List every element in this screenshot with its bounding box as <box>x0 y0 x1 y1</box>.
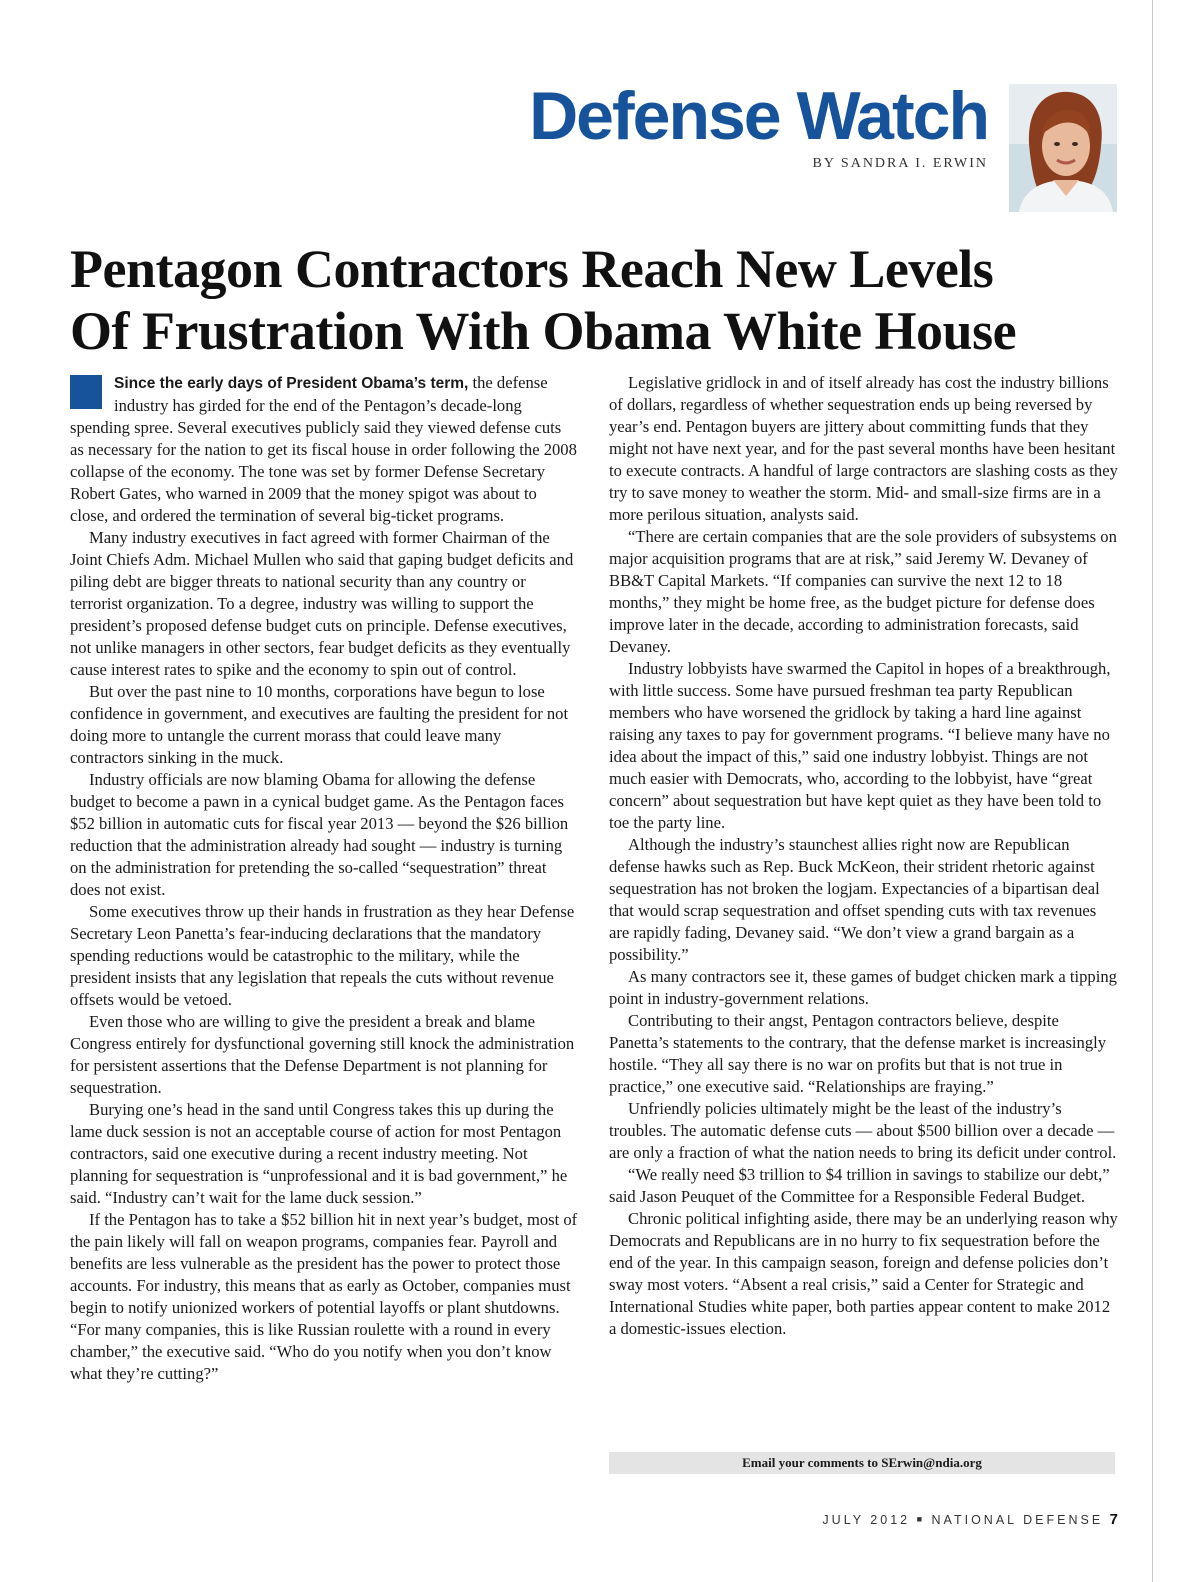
article-paragraph: Unfriendly policies ultimately might be the least of the industry’s troubles. The automatic defense cuts — about $500 billion over a decade — are only a fraction of what the nation needs to bring its deficit under control. <box>609 1099 1117 1162</box>
column-title: Defense Watch <box>529 78 988 154</box>
page-edge-rule <box>1152 0 1153 1582</box>
headline-line-1: Pentagon Contractors Reach New Levels <box>70 239 994 299</box>
article-paragraph: Chronic political infighting aside, there may be an underlying reason why Democrats and Republicans are in no hurry to fix sequestration before the end of the year. In this campaign season, foreign and defense policies don’t sway most voters. “Absent a real crisis,” said a Center for Strategic and International Studies white paper, both parties appear content to make 2012 a domestic-issues election. <box>609 1209 1118 1338</box>
article-paragraph: If the Pentagon has to take a $52 billion hit in next year’s budget, most of the pain likely will fall on weapon programs, companies fear. Payroll and benefits are less vulnerable as the president has the power to protect those accounts. For industry, this means that as early as October, companies must begin to notify unionized workers of potential layoffs or plant shutdowns. “For many companies, this is like Russian roulette with a round in every chamber,” the executive said. “Who do you notify when you don’t know what they’re cutting?” <box>70 1210 578 1383</box>
footer-issue: JULY 2012 <box>822 1513 911 1527</box>
headline-line-2: Of Frustration With Obama White House <box>70 301 1017 361</box>
page-number: 7 <box>1109 1511 1118 1528</box>
article-paragraph: Some executives throw up their hands in frustration as they hear Defense Secretary Leon Panetta’s fear-inducing declarations that the mandatory spending reductions would be catastrophic to the military, while the president insists that any legislation that repeals the cuts without revenue offsets would be vetoed. <box>70 902 575 1009</box>
article-paragraph: But over the past nine to 10 months, corporations have begun to lose confidence in government, and executives are faulting the president for not doing more to untangle the current morass that could leave many contractors sinking in the muck. <box>70 682 569 767</box>
article-paragraph: Burying one’s head in the sand until Congress takes this up during the lame duck session is not an acceptable course of action for most Pentagon contractors, said one executive during a recent industry meeting. Not planning for sequestration is “unprofessional and it is bad government,” he said. “Industry can’t wait for the lame duck session.” <box>70 1100 568 1207</box>
article-paragraph: Although the industry’s staunchest allies right now are Republican defense hawks such as Rep. Buck McKeon, their strident rhetoric against sequestration has not broken the logjam. Expectancies of a bipartisan deal that would scrap sequestration and offset spending cuts with tax revenues are rapidly fading, Devaney said. “We don’t view a grand bargain as a possibility.” <box>609 835 1100 964</box>
article-paragraph: Even those who are willing to give the president a break and blame Congress entirely for dysfunctional governing still knock the administration for persistent assertions that the Defense Department is not planning for sequestration. <box>70 1012 575 1097</box>
email-prefix: Email your comments to <box>742 1455 882 1470</box>
article-paragraph: Contributing to their angst, Pentagon contractors believe, despite Panetta’s statements to the contrary, that the defense market is increasingly hostile. “They all say there is no war on profits but that is not true in practice,” one executive said. “Relationships are fraying.” <box>609 1011 1107 1096</box>
article-paragraph: Since the early days of President Obama’s term, the defense industry has girded for the end of the Pentagon’s decade-long spending spree. Several executives publicly said they viewed defense cuts as necessary for the nation to get its fiscal house in order following the 2008 collapse of the economy. The tone was set by former Defense Secretary Robert Gates, who warned in 2009 that the money spigot was about to close, and ordered the termination of several big-ticket programs. <box>70 373 577 525</box>
article-paragraph: “There are certain companies that are the sole providers of subsystems on major acquisition programs that are at risk,” said Jeremy W. Devaney of BB&T Capital Markets. “If companies can survive the next 12 to 18 months,” they might be home free, as the budget picture for defense does improve later in the decade, according to administration forecasts, said Devaney. <box>609 527 1117 656</box>
headline <box>70 238 1130 362</box>
section-marker <box>70 375 102 409</box>
column-header <box>529 78 988 172</box>
article-paragraph: Many industry executives in fact agreed with former Chairman of the Joint Chiefs Adm. Michael Mullen who said that gaping budget deficits and piling debt are bigger threats to national security than any country or terrorist organization. To a degree, industry was willing to support the president’s proposed defense budget cuts on principle. Defense executives, not unlike managers in other sectors, fear budget deficits as they eventually cause interest rates to spike and the economy to spin out of control. <box>70 528 574 679</box>
author-photo <box>1009 84 1117 212</box>
article-left-column <box>70 372 578 1385</box>
byline: BY SANDRA I. ERWIN <box>812 156 988 171</box>
article-paragraph: Legislative gridlock in and of itself already has cost the industry billions of dollars, regardless of whether sequestration ends up being reversed by year’s end. Pentagon buyers are jittery about committing funds that they might not have next year, and for the past several months have been hesitant to execute contracts. A handful of large contractors are slashing costs as they try to save money to weather the storm. Mid- and small-size firms are in a more perilous situation, analysts said. <box>609 373 1118 524</box>
page-footer <box>822 1511 1118 1528</box>
email-address-link[interactable]: SErwin@ndia.org <box>881 1455 982 1470</box>
article-paragraph: Industry lobbyists have swarmed the Capitol in hopes of a breakthrough, with little success. Some have pursued freshman tea party Republican members who have worsened the gridlock by taking a hard line against raising any taxes to pay for government programs. “I believe many have no idea about the impact of this,” said one industry lobbyist. Things are not much easier with Democrats, who, according to the lobbyist, have “great concern” about sequestration but have kept quiet as they have been told to toe the party line. <box>609 659 1111 832</box>
article-paragraph: “We really need $3 trillion to $4 trillion in savings to stabilize our debt,” said Jason Peuquet of the Committee for a Responsible Federal Budget. <box>609 1165 1110 1206</box>
lead-in: Since the early days of President Obama’s term, <box>114 375 469 392</box>
article-paragraph: As many contractors see it, these games of budget chicken mark a tipping point in industry-government relations. <box>609 967 1117 1008</box>
author-portrait-illustration <box>1009 84 1117 212</box>
footer-separator: ■ <box>916 1514 926 1524</box>
footer-publication: NATIONAL DEFENSE <box>931 1513 1104 1527</box>
email-comments-bar <box>609 1452 1115 1474</box>
article-paragraph: Industry officials are now blaming Obama for allowing the defense budget to become a pawn in a cynical budget game. As the Pentagon faces $52 billion in automatic cuts for fiscal year 2013 — beyond the $26 billion reduction that the administration already had sought — industry is turning on the administration for pretending the so-called “sequestration” threat does not exist. <box>70 770 569 899</box>
article-right-column <box>609 372 1119 1340</box>
